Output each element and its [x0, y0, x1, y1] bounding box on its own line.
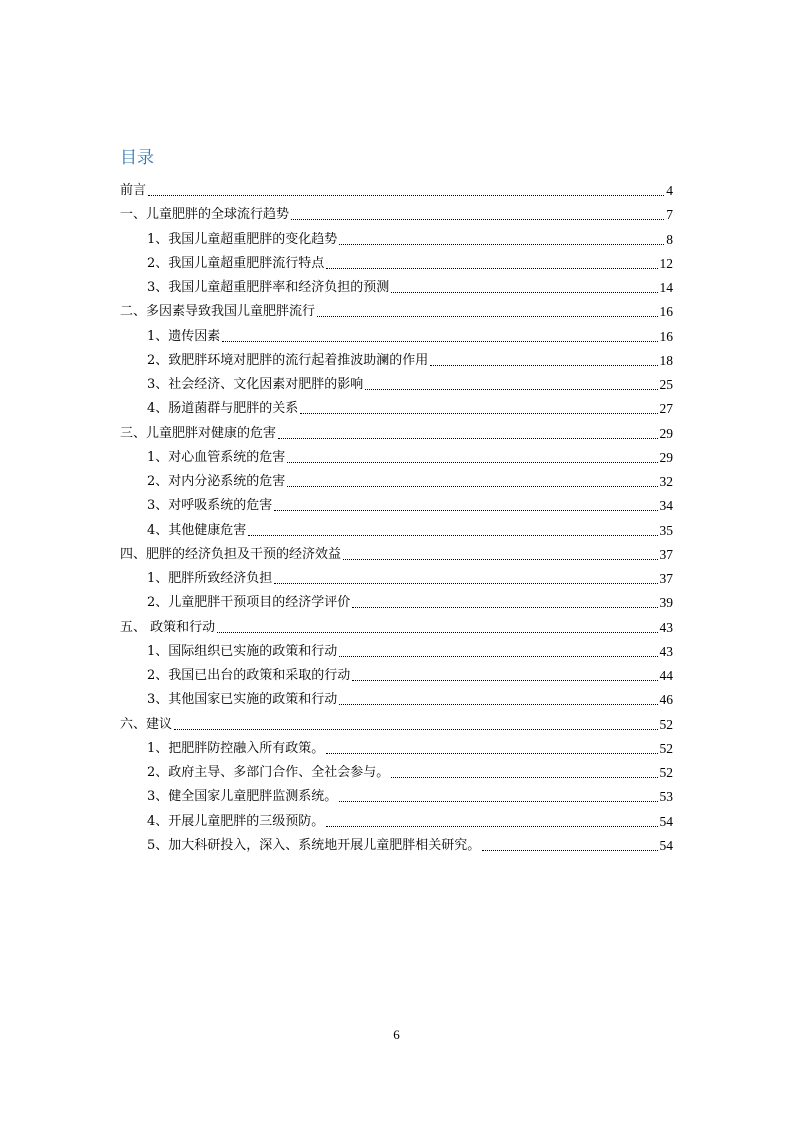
toc-dot-leader — [287, 486, 657, 487]
toc-entry-label: 一、儿童肥胖的全球流行趋势 — [120, 207, 290, 223]
toc-dot-leader — [274, 583, 657, 584]
toc-dot-leader — [174, 729, 657, 730]
toc-entry-page: 44 — [659, 668, 673, 683]
toc-subsection-entry[interactable] — [147, 592, 673, 612]
toc-entry-label: 2、我国已出台的政策和采取的行动 — [147, 668, 351, 683]
toc-entry-page: 53 — [659, 789, 673, 805]
toc-entry-page: 32 — [659, 474, 673, 489]
toc-entry-page: 46 — [659, 692, 673, 708]
toc-dot-leader — [287, 462, 657, 463]
toc-entry-label: 4、其他健康危害 — [147, 522, 247, 538]
toc-entry-page: 16 — [659, 304, 673, 320]
toc-subsection-entry[interactable] — [147, 350, 673, 370]
toc-entry-page: 52 — [659, 716, 673, 732]
toc-dot-leader — [217, 632, 657, 633]
toc-dot-leader — [339, 801, 657, 802]
toc-dot-leader — [391, 777, 657, 778]
toc-subsection-entry[interactable] — [147, 689, 673, 709]
toc-entry-page: 39 — [659, 595, 673, 611]
toc-entry-page: 12 — [659, 255, 673, 271]
toc-entry-label: 1、遗传因素 — [147, 328, 221, 344]
toc-entry-label: 3、社会经济、文化因素对肥胖的影响 — [147, 377, 364, 392]
toc-entry-page: 29 — [659, 425, 673, 441]
toc-section-entry[interactable] — [120, 180, 673, 200]
toc-section-entry[interactable] — [120, 544, 673, 564]
toc-dot-leader — [326, 826, 657, 827]
toc-entry-label: 3、对呼吸系统的危害 — [147, 498, 273, 514]
toc-subsection-entry[interactable] — [147, 326, 673, 346]
toc-dot-leader — [278, 438, 657, 439]
toc-dot-leader — [291, 219, 664, 220]
toc-entry-label: 3、其他国家已实施的政策和行动 — [147, 692, 338, 708]
toc-entry-label: 4、开展儿童肥胖的三级预防。 — [147, 813, 325, 829]
toc-subsection-entry[interactable] — [147, 835, 673, 855]
toc-subsection-entry[interactable] — [147, 520, 673, 540]
toc-entry-label: 2、我国儿童超重肥胖流行特点 — [147, 255, 325, 271]
toc-subsection-entry[interactable] — [147, 786, 673, 806]
toc-entry-label: 1、把肥胖防控融入所有政策。 — [147, 740, 325, 756]
toc-subsection-entry[interactable] — [147, 811, 673, 831]
toc-entry-label: 六、建议 — [120, 716, 173, 732]
toc-entry-page: 25 — [659, 377, 673, 392]
toc-entry-page: 14 — [659, 280, 673, 295]
toc-entry-label: 4、肠道菌群与肥胖的关系 — [147, 401, 299, 417]
toc-entry-label: 1、我国儿童超重肥胖的变化趋势 — [147, 231, 338, 247]
toc-dot-leader — [343, 559, 657, 560]
toc-section-entry[interactable] — [120, 714, 673, 734]
toc-subsection-entry[interactable] — [147, 568, 673, 588]
toc-subsection-entry[interactable] — [147, 665, 673, 685]
toc-entry-page: 8 — [666, 231, 673, 247]
toc-dot-leader — [339, 656, 657, 657]
toc-entry-page: 4 — [666, 183, 673, 198]
toc-entry-page: 43 — [659, 643, 673, 659]
toc-entry-page: 18 — [659, 352, 673, 368]
toc-dot-leader — [300, 413, 657, 414]
toc-subsection-entry[interactable] — [147, 229, 673, 249]
toc-entry-label: 二、多因素导致我国儿童肥胖流行 — [120, 304, 316, 320]
toc-entry-page: 27 — [659, 401, 673, 417]
toc-subsection-entry[interactable] — [147, 641, 673, 661]
toc-entry-label: 2、对内分泌系统的危害 — [147, 474, 286, 489]
toc-subsection-entry[interactable] — [147, 471, 673, 491]
toc-entry-page: 35 — [659, 522, 673, 538]
toc-entry-page: 29 — [659, 449, 673, 465]
toc-entry-page: 34 — [659, 498, 673, 514]
toc-section-entry[interactable] — [120, 423, 673, 443]
toc-subsection-entry[interactable] — [147, 374, 673, 394]
toc-entry-page: 37 — [659, 571, 673, 586]
toc-title: 目录 — [120, 148, 154, 168]
toc-dot-leader — [365, 389, 657, 390]
toc-section-entry[interactable] — [120, 301, 673, 321]
toc-dot-leader — [222, 341, 657, 342]
toc-entry-page: 7 — [666, 207, 673, 223]
toc-dot-leader — [339, 244, 664, 245]
toc-entry-label: 1、对心血管系统的危害 — [147, 449, 286, 465]
toc-entry-page: 43 — [659, 619, 673, 635]
toc-entry-label: 2、政府主导、多部门合作、全社会参与。 — [147, 765, 390, 780]
toc-dot-leader — [148, 195, 664, 196]
toc-dot-leader — [482, 850, 657, 851]
toc-dot-leader — [248, 535, 657, 536]
toc-entry-label: 3、我国儿童超重肥胖率和经济负担的预测 — [147, 280, 390, 295]
toc-dot-leader — [391, 292, 657, 293]
toc-subsection-entry[interactable] — [147, 447, 673, 467]
toc-entry-page: 37 — [659, 546, 673, 562]
toc-subsection-entry[interactable] — [147, 495, 673, 515]
toc-entry-page: 54 — [659, 813, 673, 829]
toc-entry-page: 52 — [659, 740, 673, 756]
toc-dot-leader — [274, 510, 657, 511]
toc-dot-leader — [352, 607, 657, 608]
toc-dot-leader — [339, 704, 657, 705]
toc-subsection-entry[interactable] — [147, 738, 673, 758]
toc-entry-page: 54 — [659, 837, 673, 853]
toc-entry-page: 52 — [659, 765, 673, 780]
page-number: 6 — [393, 1027, 400, 1042]
toc-subsection-entry[interactable] — [147, 398, 673, 418]
toc-dot-leader — [352, 680, 657, 681]
toc-subsection-entry[interactable] — [147, 253, 673, 273]
toc-dot-leader — [317, 316, 657, 317]
toc-dot-leader — [326, 268, 657, 269]
toc-entry-label: 三、儿童肥胖对健康的危害 — [120, 425, 277, 441]
toc-entry-label: 前言 — [120, 183, 147, 198]
toc-entry-page: 16 — [659, 328, 673, 344]
toc-entry-label: 四、肥胖的经济负担及干预的经济效益 — [120, 546, 342, 562]
toc-entry-label: 1、肥胖所致经济负担 — [147, 571, 273, 586]
toc-entry-label: 2、儿童肥胖干预项目的经济学评价 — [147, 595, 351, 611]
toc-section-entry[interactable] — [120, 617, 673, 637]
toc-subsection-entry[interactable] — [147, 277, 673, 297]
toc-entry-label: 五、 政策和行动 — [120, 619, 216, 635]
toc-entry-label: 5、加大科研投入，深入、系统地开展儿童肥胖相关研究。 — [147, 837, 481, 853]
toc-dot-leader — [326, 753, 657, 754]
toc-dot-leader — [430, 365, 657, 366]
toc-subsection-entry[interactable] — [147, 762, 673, 782]
toc-section-entry[interactable] — [120, 204, 673, 224]
toc-entry-label: 3、健全国家儿童肥胖监测系统。 — [147, 789, 338, 805]
toc-entry-label: 2、致肥胖环境对肥胖的流行起着推波助澜的作用 — [147, 352, 429, 368]
toc-entry-label: 1、国际组织已实施的政策和行动 — [147, 643, 338, 659]
